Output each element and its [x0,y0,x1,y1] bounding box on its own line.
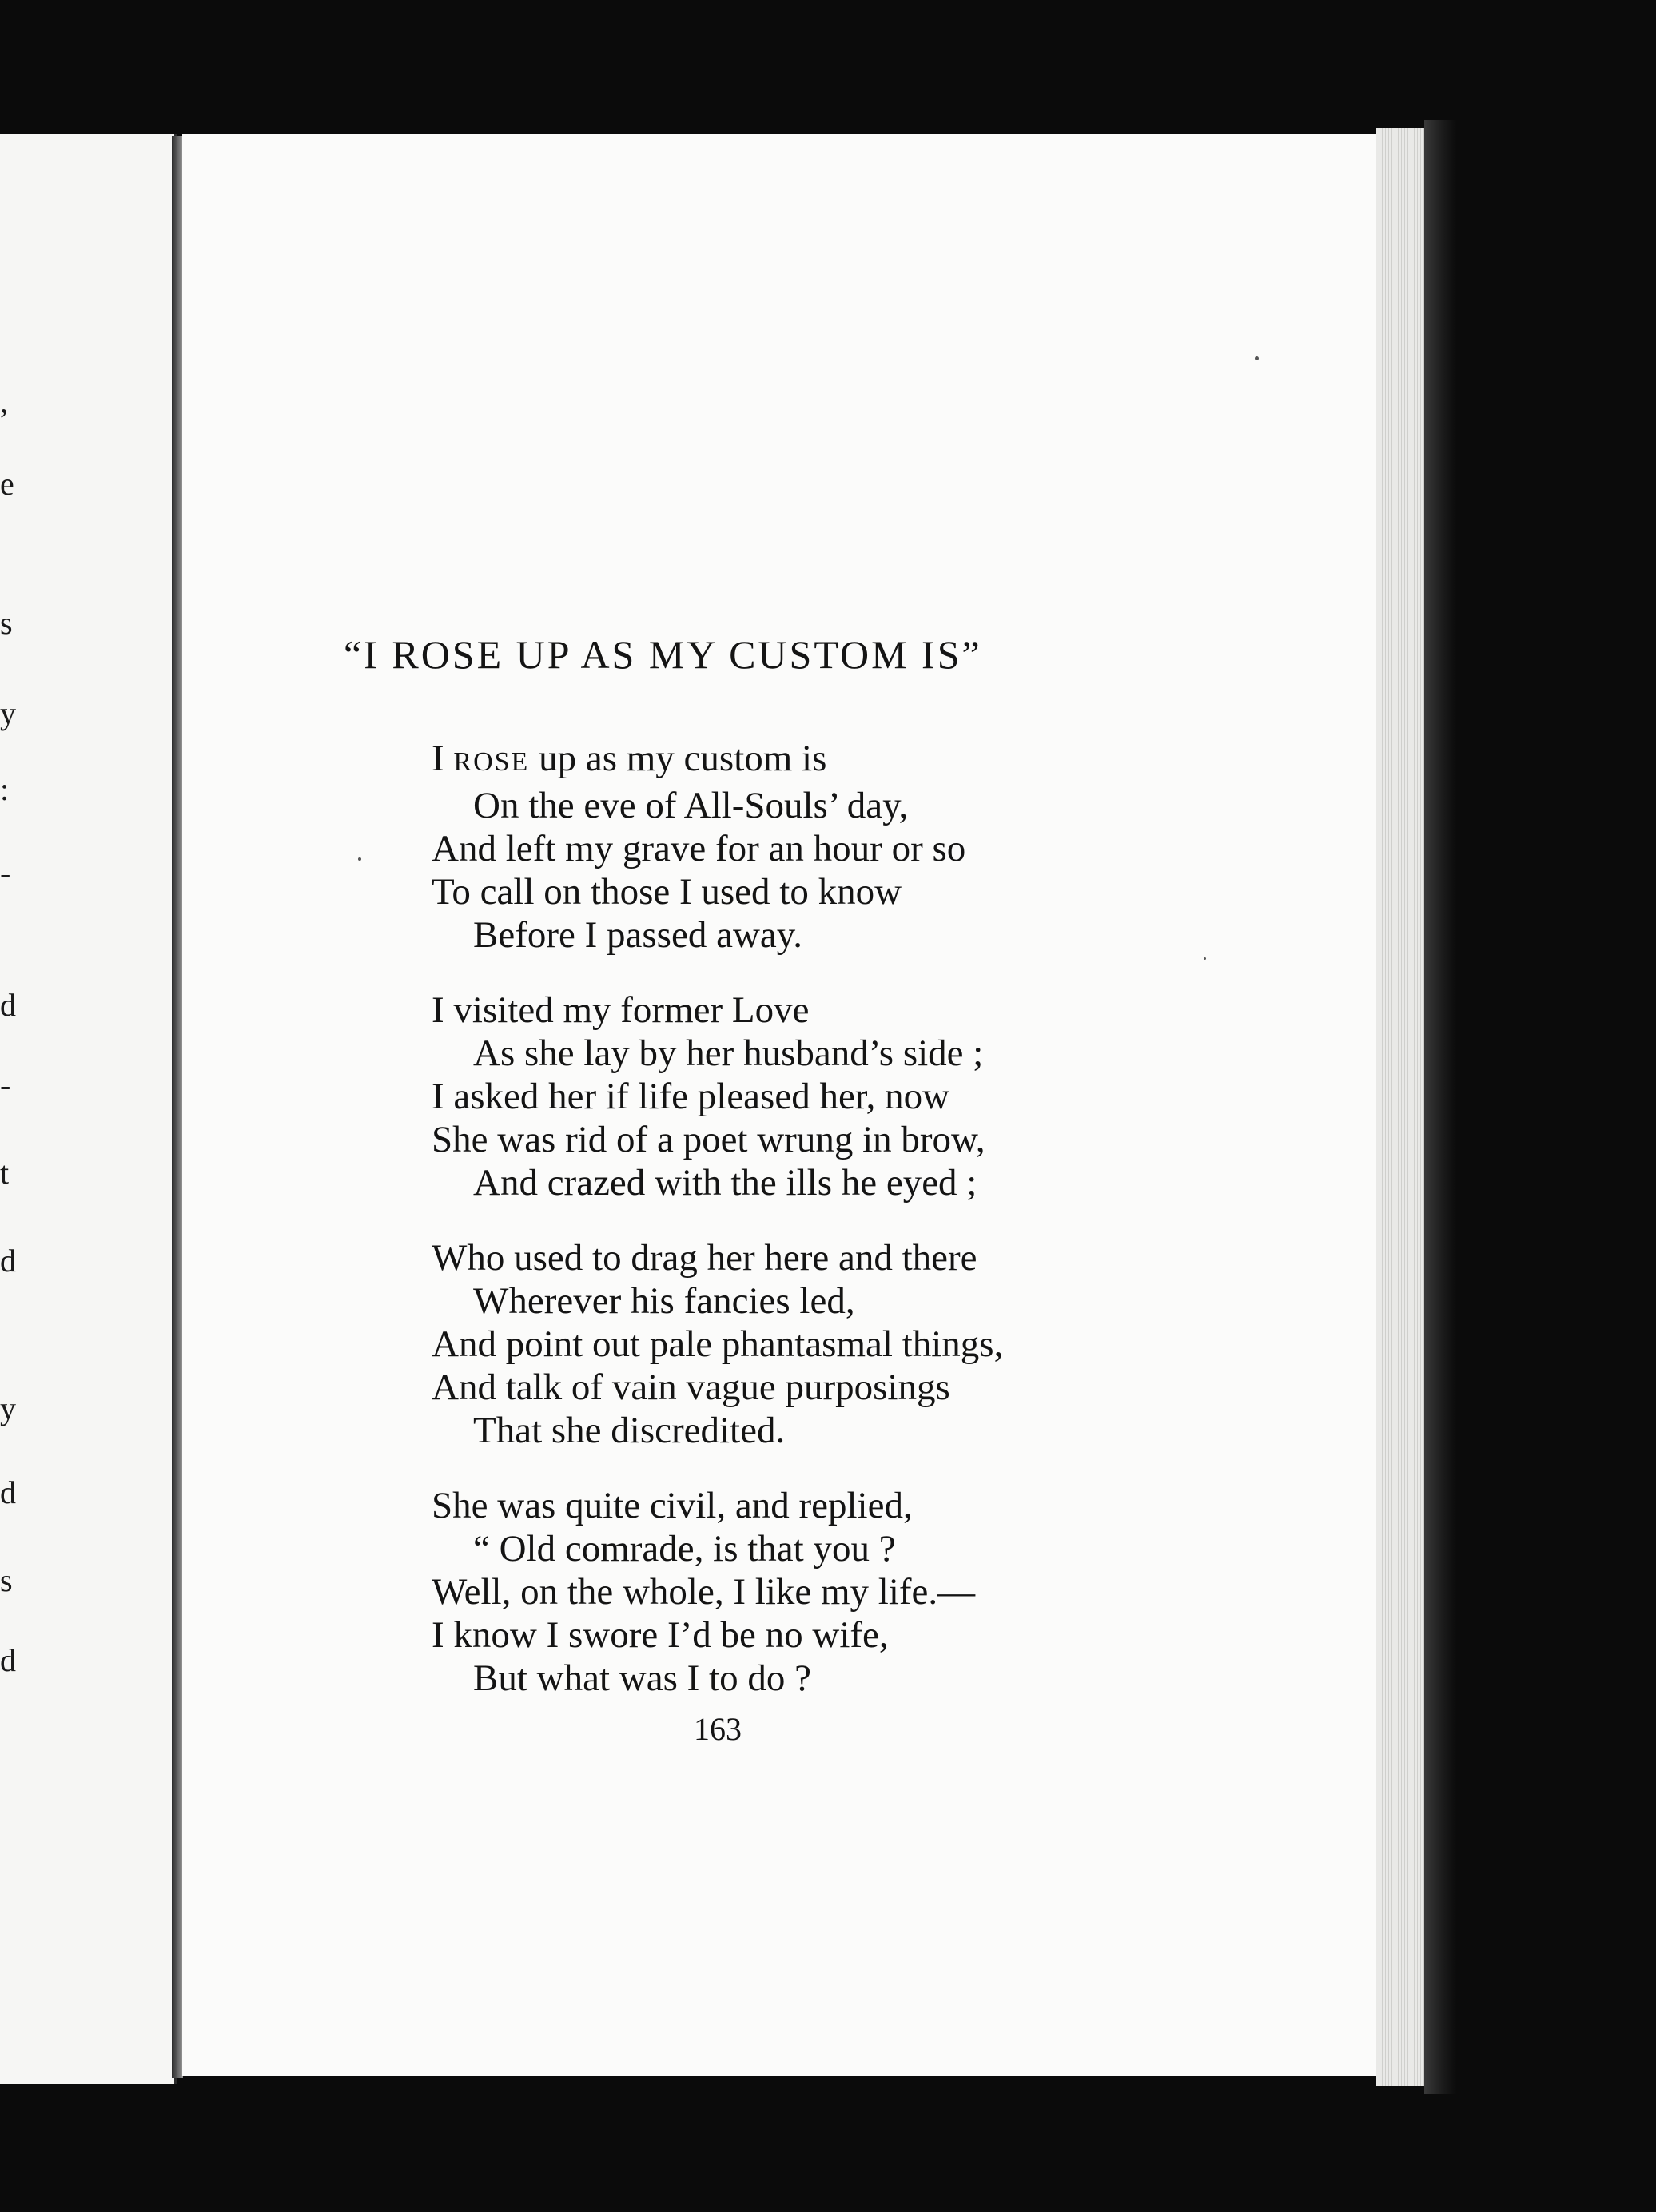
left-page-char: - [0,855,11,891]
poem-line: Wherever his fancies led, [473,1280,855,1322]
stanza-1 [432,737,1003,957]
poem-line: And talk of vain vague purposings [432,1367,950,1408]
poem-line: I know I swore I’d be no wife, [432,1614,889,1656]
page-block-edges [1376,128,1426,2086]
left-page-char: e [0,466,14,502]
poem-line: And left my grave for an hour or so [432,828,966,869]
poem-line [432,737,1003,784]
poem-line: “ Old comrade, is that you ? [473,1528,896,1569]
stanza-4 [432,1484,1003,1700]
left-page-edge [0,134,177,2084]
poem-line: I visited my former Love [432,989,810,1031]
stanza-2 [432,989,1003,1204]
poem-line: To call on those I used to know [432,871,902,913]
poem-line: I asked her if life pleased her, now [432,1076,950,1117]
left-page-char: s [0,605,13,641]
poem-line: Who used to drag her here and there [432,1237,977,1279]
paper-speck [1255,356,1259,360]
left-page-char: - [0,1067,11,1103]
stanza-3 [432,1236,1003,1452]
poem-line: But what was I to do ? [473,1657,811,1699]
poem-line-lead: I [432,738,454,779]
left-page-char: , [0,384,8,420]
poem-line: That she discredited. [473,1410,786,1451]
book-cover-edge [1424,120,1456,2094]
poem-line: Well, on the whole, I like my life.— [432,1571,976,1613]
poem-line: She was rid of a poet wrung in brow, [432,1119,985,1160]
page-number: 163 [694,1711,742,1747]
poem-line: She was quite civil, and replied, [432,1485,913,1526]
left-page-char: y [0,695,16,731]
left-page-char: d [0,1474,16,1510]
poem-body [432,737,1003,1732]
small-caps-word: ROSE [453,747,530,777]
poem-line: Before I passed away. [473,914,802,956]
left-page-char: s [0,1562,13,1598]
poem-line: And crazed with the ills he eyed ; [473,1162,977,1203]
left-page-char: : [0,771,10,807]
paper-speck [358,857,361,861]
left-page-char: d [0,987,16,1023]
left-page-char: y [0,1390,16,1426]
left-page-char: t [0,1155,10,1191]
poem-line-rest: up as my custom is [529,738,827,779]
book-gutter [172,136,183,2078]
left-page-char: d [0,1642,16,1678]
paper-speck [1204,957,1206,960]
poem-line: And point out pale phantasmal things, [432,1323,1004,1365]
poem-title: “I ROSE UP AS MY CUSTOM IS” [344,632,982,677]
left-page-char: d [0,1243,16,1279]
poem-line: As she lay by her husband’s side ; [473,1032,984,1074]
poem-line: On the eve of All-Souls’ day, [473,785,909,826]
